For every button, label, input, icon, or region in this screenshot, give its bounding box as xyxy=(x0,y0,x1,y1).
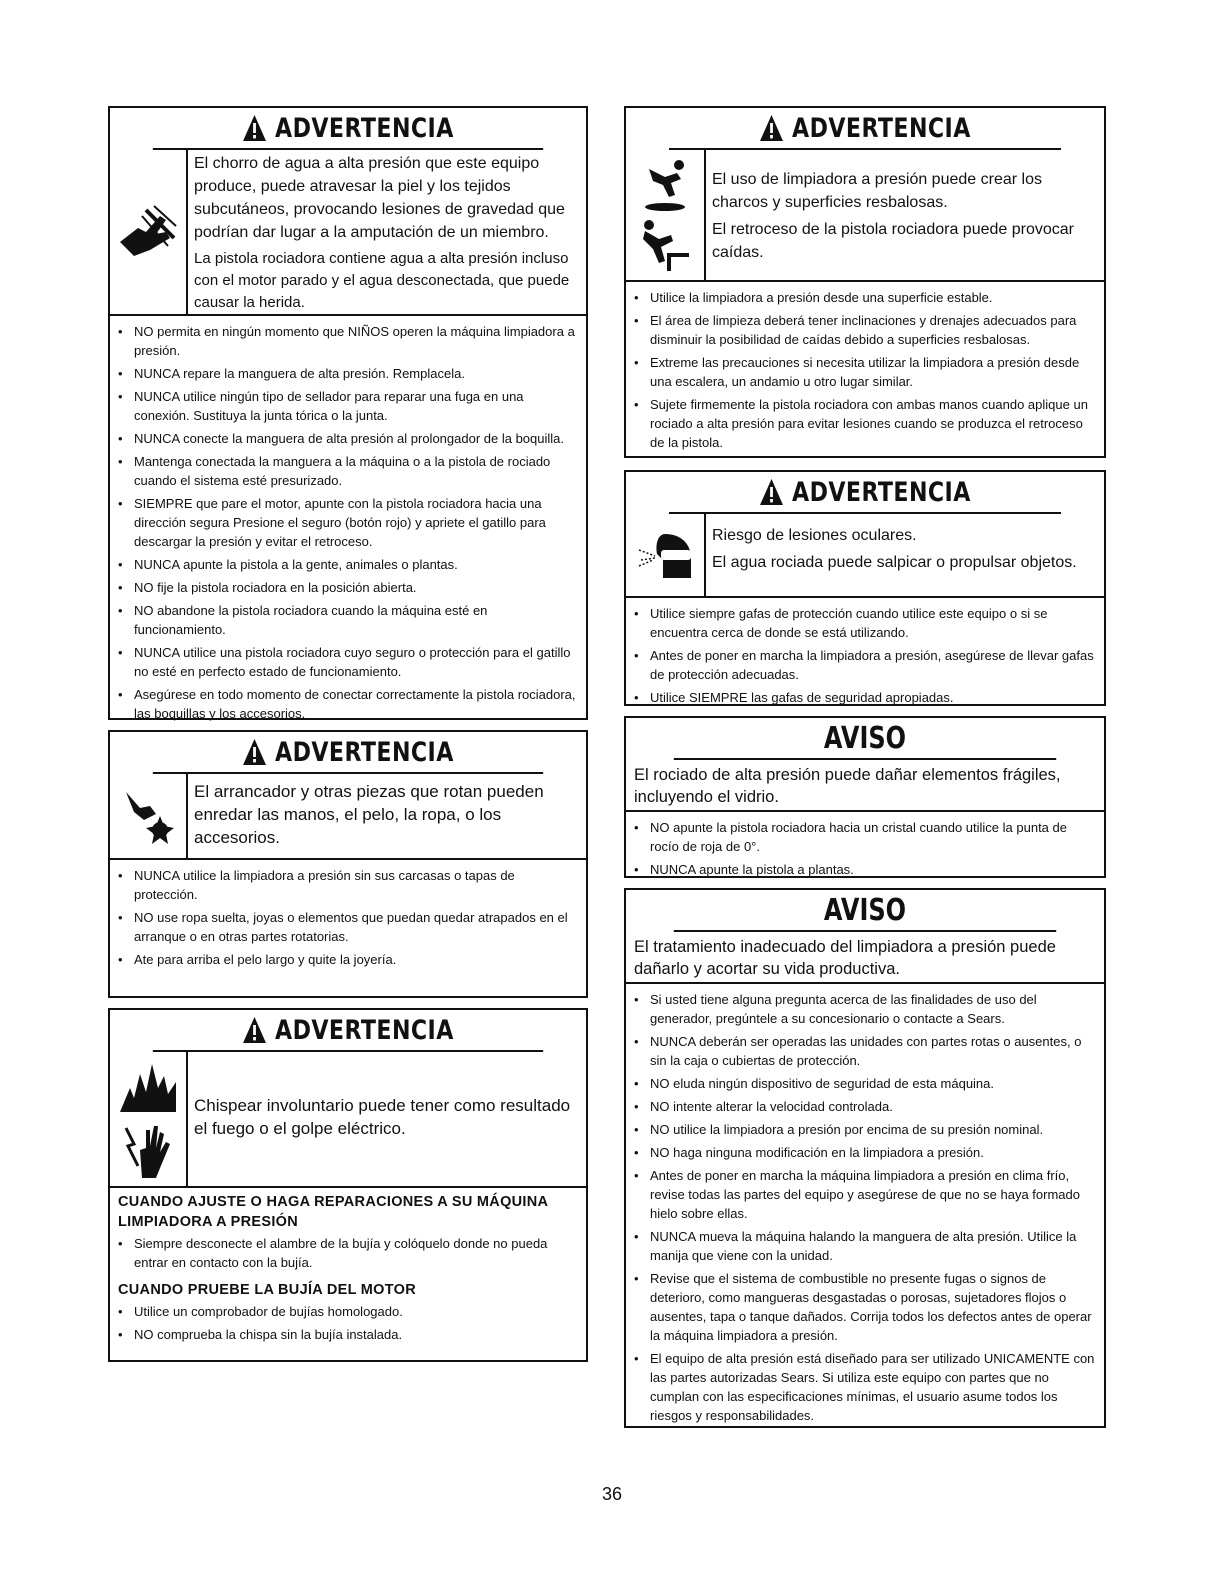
section-subheading: CUANDO AJUSTE O HAGA REPARACIONES A SU MÁQUINA LIMPIADORA A PRESIÓN xyxy=(118,1194,548,1230)
electric-shock-icon xyxy=(120,1120,176,1180)
bullet-list xyxy=(626,598,1104,715)
bullet-list xyxy=(110,1300,586,1352)
warning-box-eye-injury xyxy=(624,470,1106,706)
list-item: • NUNCA apunte la pistola a la gente, animales o plantas. xyxy=(118,555,580,574)
list-item: • Siempre desconecte el alambre de la bujía y colóquelo donde no pueda entrar en contacto con la bujía. xyxy=(118,1234,580,1272)
warning-box-sparks xyxy=(108,1008,588,1362)
list-item: • NUNCA utilice ningún tipo de sellador para reparar una fuga en una conexión. Sustituya la junta tórica o la junta. xyxy=(118,387,580,425)
list-item: • Antes de poner en marcha la máquina limpiadora a presión en clima frío, revise todas las partes del equipo y asegúrese de que no se haya formado hielo sobre ellas. xyxy=(634,1166,1098,1223)
warning-header xyxy=(669,472,1061,514)
notice-box-fragile xyxy=(624,716,1106,878)
notice-message: El rociado de alta presión puede dañar elementos frágiles, incluyendo el vidrio. xyxy=(626,760,1104,812)
list-item: • Si usted tiene alguna pregunta acerca de las finalidades de uso del generador, pregúntele a su concesionario o contacte a Sears. xyxy=(634,990,1098,1028)
list-item: • NO use ropa suelta, joyas o elementos que puedan quedar atrapados en el arranque o en otras partes rotatorias. xyxy=(118,908,580,946)
warning-triangle-icon xyxy=(242,738,267,766)
list-item: • NUNCA repare la manguera de alta presión. Remplacela. xyxy=(118,364,580,383)
warning-box-high-pressure xyxy=(108,106,588,720)
list-item: • Antes de poner en marcha la limpiadora a presión, asegúrese de llevar gafas de protección adecuadas. xyxy=(634,646,1098,684)
warning-triangle-icon xyxy=(242,114,267,142)
list-item: • NUNCA deberán ser operadas las unidades con partes rotas o ausentes, o sin la caja o cubiertas de protección. xyxy=(634,1032,1098,1070)
bullet-list xyxy=(626,282,1104,460)
entanglement-icon xyxy=(110,774,188,858)
list-item: • Utilice SIEMPRE las gafas de seguridad apropiadas. xyxy=(634,688,1098,707)
warning-title: ADVERTENCIA xyxy=(792,112,971,144)
list-item: • NUNCA utilice la limpiadora a presión sin sus carcasas o tapas de protección. xyxy=(118,866,580,904)
recoil-fall-icon xyxy=(637,217,693,273)
slip-fall-icon xyxy=(635,157,695,213)
list-item: • NO abandone la pistola rociadora cuando la máquina esté en funcionamiento. xyxy=(118,601,580,639)
list-item: • SIEMPRE que pare el motor, apunte con la pistola rociadora hacia una dirección segura Presione el seguro (botón rojo) y apriete el gatillo para descargar la presión y evitar el retroceso. xyxy=(118,494,580,551)
warning-message: La pistola rociadora contiene agua a alta presión incluso con el motor parado y el agua desconectada, que puede causar la herida. xyxy=(194,250,570,311)
list-item: • Revise que el sistema de combustible no presente fugas o signos de deterioro, como mangueras desgastadas o porosas, sujetadores flojos o ausentes, tapa o tanque dañados. Corrija todos los defectos antes de operar la máquina limpiadora a presión. xyxy=(634,1269,1098,1345)
list-item: • Ate para arriba el pelo largo y quite la joyería. xyxy=(118,950,580,969)
warning-message: El uso de limpiadora a presión puede crear los charcos y superficies resbalosas. xyxy=(712,171,1042,211)
warning-message: El arrancador y otras piezas que rotan pueden enredar las manos, el pelo, la ropa, o los accesorios. xyxy=(194,781,544,847)
list-item: • NO utilice la limpiadora a presión por encima de su presión nominal. xyxy=(634,1120,1098,1139)
list-item: • Mantenga conectada la manguera a la máquina o a la pistola de rociado cuando el sistema esté presurizado. xyxy=(118,452,580,490)
list-item: • NO eluda ningún dispositivo de seguridad de esta máquina. xyxy=(634,1074,1098,1093)
warning-triangle-icon xyxy=(759,478,784,506)
bullet-list xyxy=(110,1232,586,1280)
list-item: • Utilice siempre gafas de protección cuando utilice este equipo o si se encuentra cerca de donde se está utilizando. xyxy=(634,604,1098,642)
section-subheading: CUANDO PRUEBE LA BUJÍA DEL MOTOR xyxy=(118,1282,417,1298)
warning-header xyxy=(669,108,1061,150)
list-item: • NUNCA apunte la pistola a plantas. xyxy=(634,860,1098,879)
list-item: • NO permita en ningún momento que NIÑOS operen la máquina limpiadora a presión. xyxy=(118,322,580,360)
notice-box-improper-treatment xyxy=(624,888,1106,1428)
list-item: • NO comprueba la chispa sin la bujía instalada. xyxy=(118,1325,580,1344)
warning-header xyxy=(153,1010,543,1052)
list-item: • El área de limpieza deberá tener inclinaciones y drenajes adecuados para disminuir la posibilidad de caídas debido a superficies resbalosas. xyxy=(634,311,1098,349)
fire-icon xyxy=(116,1058,180,1114)
list-item: • Asegúrese en todo momento de conectar correctamente la pistola rociadora, las boquillas y los accesorios. xyxy=(118,685,580,723)
warning-triangle-icon xyxy=(242,1016,267,1044)
list-item: • Sujete firmemente la pistola rociadora con ambas manos cuando aplique un rociado a alta presión para evitar lesiones cuando se produzca el retroceso de la pistola. xyxy=(634,395,1098,452)
notice-title: AVISO xyxy=(674,890,1056,932)
warning-message: El chorro de agua a alta presión que este equipo produce, puede atravesar la piel y los tejidos subcutáneos, provocando lesiones de gravedad que podrían dar lugar a la amputación de un miembro. xyxy=(194,155,565,241)
list-item: • NUNCA utilice una pistola rociadora cuyo seguro o protección para el gatillo no esté en perfecto estado de funcionamiento. xyxy=(118,643,580,681)
list-item: • Extreme las precauciones si necesita utilizar la limpiadora a presión desde una escalera, un andamio u otro lugar similar. xyxy=(634,353,1098,391)
warning-box-slip-hazard xyxy=(624,106,1106,458)
eye-protection-icon xyxy=(626,514,706,596)
warning-title: ADVERTENCIA xyxy=(275,736,454,768)
bullet-list xyxy=(110,316,586,731)
warning-header xyxy=(153,732,543,774)
list-item: • NO fije la pistola rociadora en la posición abierta. xyxy=(118,578,580,597)
list-item: • NUNCA mueva la máquina halando la manguera de alta presión. Utilice la manija que viene con la unidad. xyxy=(634,1227,1098,1265)
injection-injury-icon xyxy=(110,150,188,314)
bullet-list xyxy=(626,984,1104,1433)
warning-title: ADVERTENCIA xyxy=(792,476,971,508)
warning-triangle-icon xyxy=(759,114,784,142)
list-item: • NUNCA conecte la manguera de alta presión al prolongador de la boquilla. xyxy=(118,429,580,448)
warning-message: Chispear involuntario puede tener como resultado el fuego o el golpe eléctrico. xyxy=(194,1096,571,1138)
warning-box-rotating-parts xyxy=(108,730,588,998)
warning-header xyxy=(153,108,543,150)
warning-message: El agua rociada puede salpicar o propulsar objetos. xyxy=(712,554,1077,571)
warning-title: ADVERTENCIA xyxy=(275,1014,454,1046)
list-item: • NO haga ninguna modificación en la limpiadora a presión. xyxy=(634,1143,1098,1162)
page-number: 36 xyxy=(601,1484,623,1504)
warning-message: Riesgo de lesiones oculares. xyxy=(712,527,917,544)
list-item: • NO intente alterar la velocidad controlada. xyxy=(634,1097,1098,1116)
notice-message: El tratamiento inadecuado del limpiadora a presión puede dañarlo y acortar su vida productiva. xyxy=(626,932,1104,984)
bullet-list xyxy=(110,860,586,977)
bullet-list xyxy=(626,812,1104,887)
notice-title: AVISO xyxy=(674,718,1056,760)
list-item: • Utilice la limpiadora a presión desde una superficie estable. xyxy=(634,288,1098,307)
warning-message: El retroceso de la pistola rociadora puede provocar caídas. xyxy=(712,221,1074,261)
warning-title: ADVERTENCIA xyxy=(275,112,454,144)
list-item: • El equipo de alta presión está diseñado para ser utilizado UNICAMENTE con las partes autorizadas Sears. Si utiliza este equipo con partes que no cumplan con las especificaciones mínimas, el usuario asume todos los riesgos y responsabilidades. xyxy=(634,1349,1098,1425)
list-item: • Utilice un comprobador de bujías homologado. xyxy=(118,1302,580,1321)
list-item: • NO apunte la pistola rociadora hacia un cristal cuando utilice la punta de rocío de roja de 0°. xyxy=(634,818,1098,856)
